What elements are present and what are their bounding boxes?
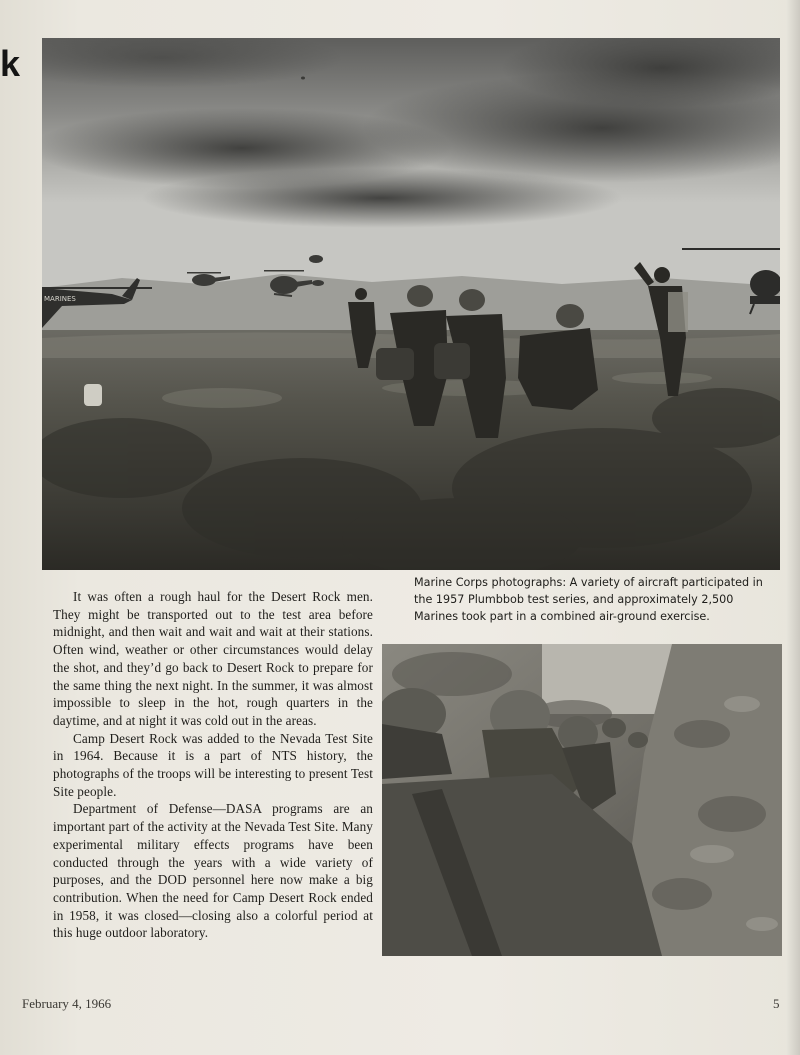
helicopter-marking: MARINES — [44, 295, 76, 303]
article-paragraph: Department of Defense—DASA programs are an important part of the activity at the Nevada Test Site. Many experimental military effects programs have been conducted through the years with a wide variety of purposes, and the DOD personnel here now make a big contribution. When the need for Camp Desert Rock ended in 1958, it was closed—closing also a colorful period at this huge outdoor laboratory. — [53, 801, 373, 941]
page-number: 5 — [773, 996, 780, 1011]
headline-fragment: k — [0, 43, 21, 84]
page-edge-shadow — [786, 0, 800, 1055]
article-paragraph: Camp Desert Rock was added to the Nevada Test Site in 1964. Because it is a part of NTS history, the photographs of the troops will be interesting to present Test Site people. — [53, 730, 373, 799]
photo-caption: Marine Corps photographs: A variety of aircraft participated in the 1957 Plumbbob test series, and approximately 2,500 Marines took part in a combined air-ground exercise. — [414, 576, 763, 624]
helicopter-landing-photo — [42, 38, 780, 570]
issue-date: February 4, 1966 — [22, 996, 112, 1011]
article-paragraph: It was often a rough haul for the Desert Rock men. They might be transported out to the test area before midnight, and then wait and wait and wait at their stations. Often wind, weather or other circumstances would delay the shot, and they’d go back to Desert Rock to prepare for the same thing the next night. In the summer, it was almost impossible to sleep in the hot, rough quarters in the daytime, and at night it was cold out in the areas. — [53, 589, 373, 728]
article-body — [53, 588, 373, 942]
trench-photo — [382, 644, 782, 956]
